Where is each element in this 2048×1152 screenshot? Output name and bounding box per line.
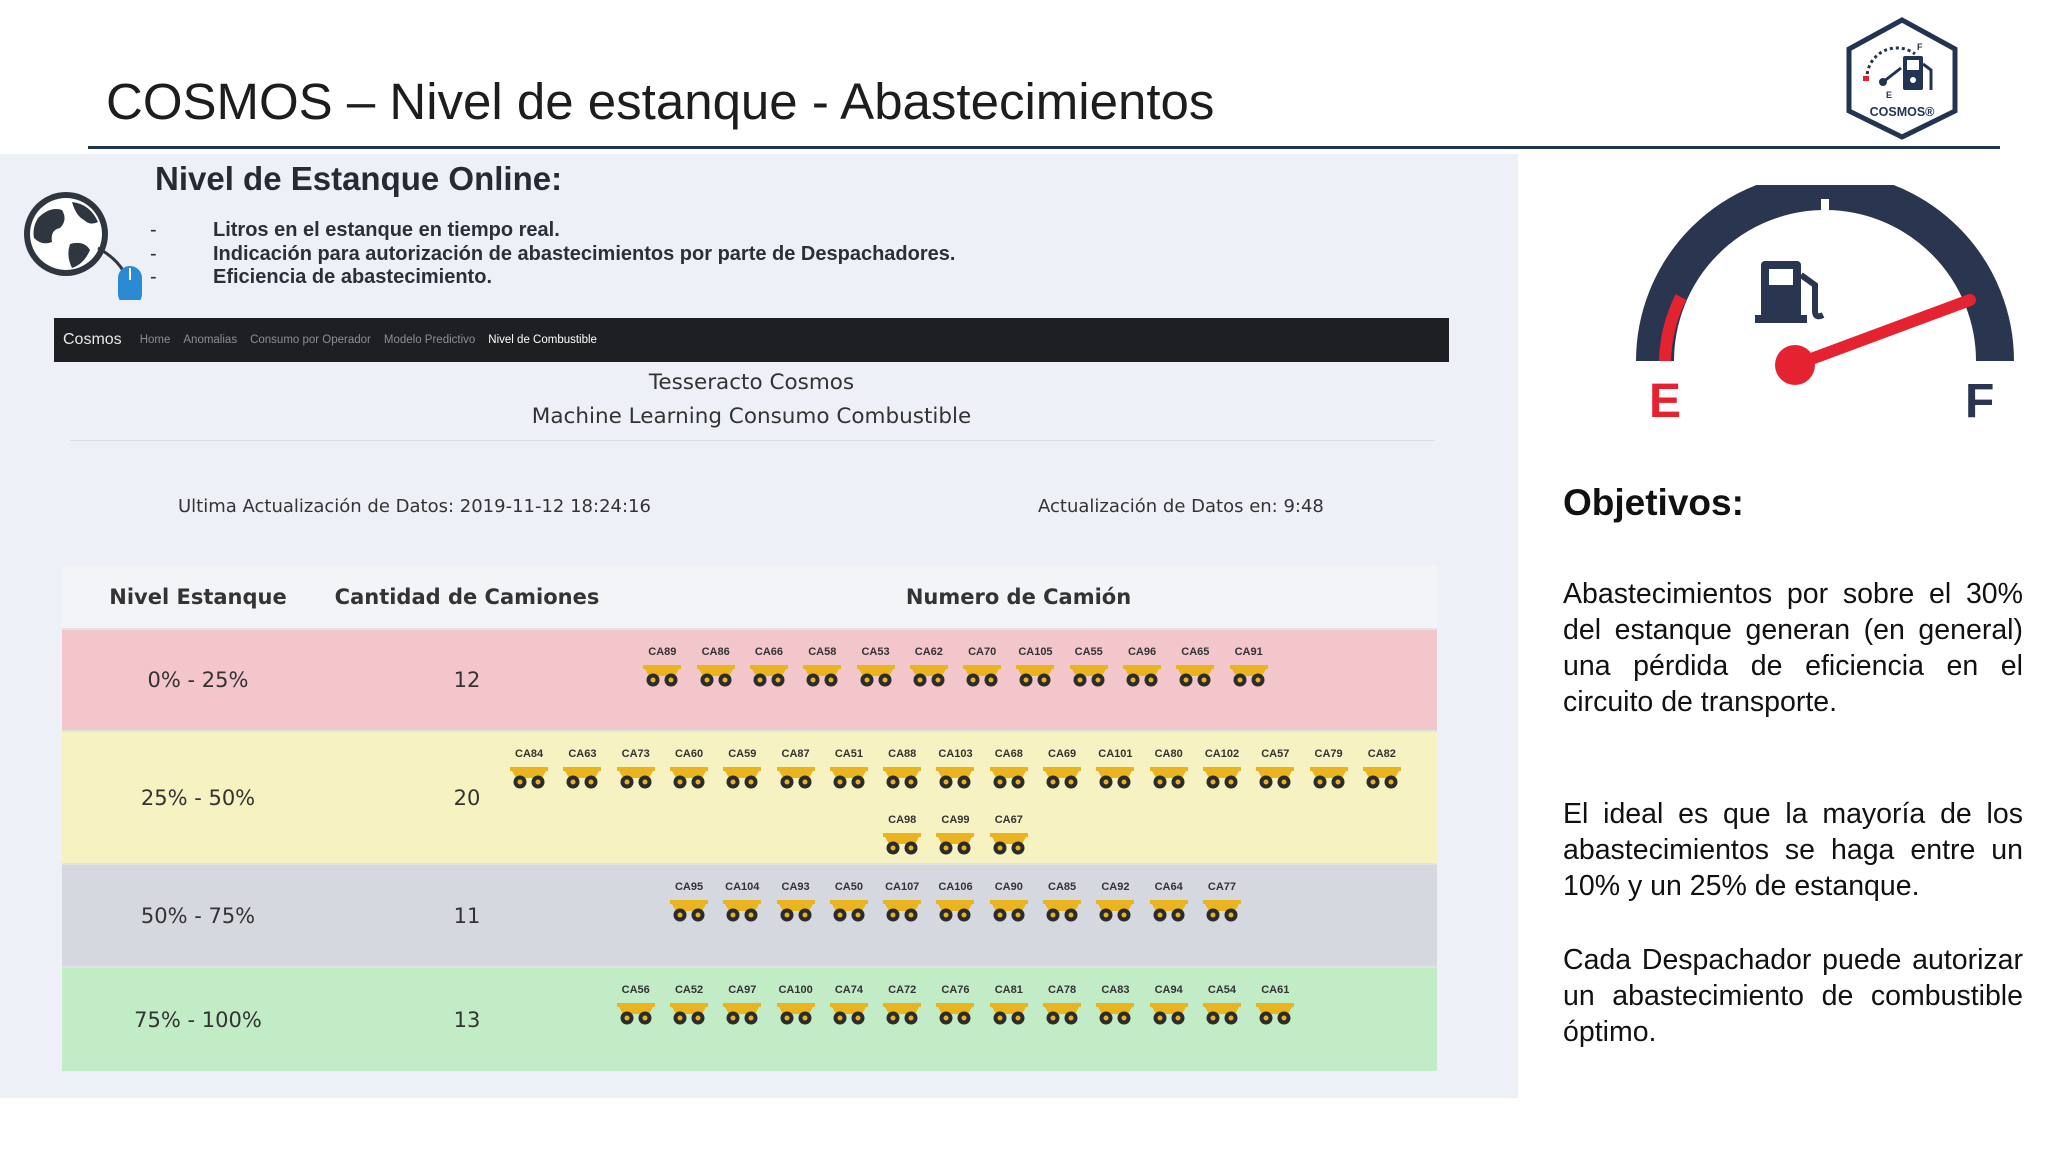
app-navbar: [54, 318, 1449, 362]
logo-text: COSMOS®: [1869, 105, 1935, 119]
truck-icon: [988, 764, 1030, 795]
truck-id: CA52: [674, 984, 704, 996]
truck-icon: [1094, 764, 1136, 795]
truck-icon: [615, 1000, 657, 1031]
truck-item: [1195, 968, 1248, 1034]
truck-item: [662, 732, 715, 798]
truck-icon: [668, 1000, 710, 1031]
bullet-item: - Litros en el estanque en tiempo real.: [150, 219, 560, 241]
online-section-title: Nivel de Estanque Online:: [155, 160, 563, 197]
truck-item: [502, 732, 555, 798]
header-divider: [70, 440, 1435, 441]
level-cell: 0% - 25%: [147, 668, 249, 692]
truck-id: CA59: [728, 748, 757, 760]
truck-id: CA72: [888, 984, 917, 996]
truck-item: [556, 732, 609, 798]
truck-id: CA107: [885, 881, 920, 893]
truck-id: CA104: [725, 881, 760, 893]
truck-item: [609, 732, 662, 798]
nav-brand[interactable]: Cosmos: [63, 331, 122, 348]
truck-icon: [934, 897, 976, 928]
truck-icon: [881, 1000, 923, 1031]
truck-list: [478, 865, 1433, 931]
truck-icon: [934, 1000, 976, 1031]
truck-id: CA54: [1207, 984, 1237, 996]
truck-id: CA96: [1127, 646, 1157, 658]
truck-icon: [1201, 897, 1243, 928]
truck-item: [822, 968, 875, 1034]
truck-id: CA100: [778, 984, 813, 996]
truck-item: [1035, 732, 1088, 798]
truck-item: [769, 732, 822, 798]
truck-id: CA97: [728, 984, 757, 996]
truck-id: CA92: [1101, 881, 1130, 893]
truck-icon: [1041, 764, 1083, 795]
truck-item: [822, 865, 875, 931]
table-row: [62, 628, 1437, 730]
tank-level-table: [62, 566, 1437, 1071]
truck-id: CA105: [1018, 646, 1053, 658]
truck-icon: [1308, 764, 1350, 795]
table-row: [62, 730, 1437, 863]
truck-id: CA86: [701, 646, 730, 658]
truck-icon: [721, 897, 763, 928]
truck-item: [929, 732, 982, 798]
truck-id: CA61: [1261, 984, 1290, 996]
truck-id: CA62: [914, 646, 943, 658]
truck-item: [636, 630, 689, 696]
objective-paragraph: El ideal es que la mayoría de los abastecimientos se haga entre un 10% y un 25% de estanque.: [1563, 798, 2023, 902]
truck-icon: [1254, 1000, 1296, 1031]
truck-icon: [1121, 662, 1163, 693]
truck-item: [929, 968, 982, 1034]
truck-icon: [988, 1000, 1030, 1031]
truck-id: CA88: [888, 748, 917, 760]
truck-id: CA102: [1204, 748, 1240, 760]
truck-icon: [881, 897, 923, 928]
truck-item: [716, 732, 769, 798]
table-row: [62, 966, 1437, 1071]
truck-item: [929, 865, 982, 931]
bullet-item: - Eficiencia de abastecimiento.: [150, 266, 492, 288]
next-update-countdown: Actualización de Datos en: 9:48: [1038, 496, 1324, 517]
truck-id: CA83: [1101, 984, 1130, 996]
truck-icon: [855, 662, 897, 693]
truck-item: [1222, 630, 1275, 696]
truck-icon: [1014, 662, 1056, 693]
truck-item: [849, 630, 902, 696]
truck-item: [662, 865, 715, 931]
truck-id: CA63: [568, 748, 597, 760]
truck-icon: [934, 764, 976, 795]
truck-item: [1142, 865, 1195, 931]
globe-mouse-icon: [20, 188, 148, 300]
truck-icon: [1228, 662, 1270, 693]
truck-icon: [508, 764, 550, 795]
truck-item: [1195, 732, 1248, 798]
truck-item: [1089, 968, 1142, 1034]
truck-icon: [1201, 1000, 1243, 1031]
truck-id: CA67: [994, 814, 1023, 826]
truck-icon: [668, 897, 710, 928]
truck-id: CA57: [1261, 748, 1290, 760]
truck-id: CA56: [621, 984, 650, 996]
truck-icon: [775, 1000, 817, 1031]
truck-item: [982, 798, 1035, 864]
truck-icon: [1068, 662, 1110, 693]
truck-id: CA93: [781, 881, 810, 893]
gauge-empty-label: E: [1649, 375, 1682, 428]
truck-icon: [881, 764, 923, 795]
bullet-text: Eficiencia de abastecimiento.: [213, 266, 492, 288]
header-nivel-estanque: Nivel Estanque: [109, 584, 287, 609]
truck-icon: [934, 830, 976, 861]
truck-id: CA89: [648, 646, 677, 658]
truck-item: [1355, 732, 1408, 798]
truck-id: CA85: [1048, 881, 1077, 893]
truck-icon: [1094, 1000, 1136, 1031]
truck-id: CA103: [938, 748, 973, 760]
truck-item: [769, 968, 822, 1034]
truck-id: CA77: [1207, 881, 1237, 893]
truck-item: [1009, 630, 1062, 696]
truck-item: [1249, 968, 1302, 1034]
nav-link-consumo-operador[interactable]: Consumo por Operador: [250, 334, 371, 346]
truck-id: CA60: [674, 748, 704, 760]
title-divider: [88, 146, 2000, 149]
table-header: [62, 566, 1437, 628]
truck-id: CA99: [941, 814, 970, 826]
truck-item: [769, 865, 822, 931]
truck-id: CA50: [834, 881, 863, 893]
truck-icon: [1148, 1000, 1190, 1031]
truck-id: CA106: [938, 881, 973, 893]
truck-list: [478, 630, 1433, 696]
truck-id: CA82: [1367, 748, 1396, 760]
truck-icon: [775, 764, 817, 795]
header-numero-camion: Numero de Camión: [905, 584, 1132, 609]
truck-id: CA55: [1074, 646, 1103, 658]
fuel-gauge-icon: [1625, 185, 2025, 440]
truck-id: CA53: [861, 646, 890, 658]
truck-item: [742, 630, 795, 696]
truck-item: [1115, 630, 1168, 696]
truck-id: CA73: [621, 748, 650, 760]
truck-item: [1062, 630, 1115, 696]
logo-letter-f: F: [1917, 42, 1923, 52]
truck-id: CA98: [888, 814, 917, 826]
truck-id: CA95: [674, 881, 704, 893]
objective-paragraph: Abastecimientos por sobre el 30% del estanque generan (en general) una pérdida de eficiencia en el circuito de transporte.: [1563, 578, 2023, 718]
truck-icon: [988, 830, 1030, 861]
truck-icon: [721, 1000, 763, 1031]
truck-icon: [668, 764, 710, 795]
header-cantidad-camiones: Cantidad de Camiones: [334, 584, 600, 609]
level-cell: 25% - 50%: [140, 785, 256, 810]
app-title: Tesseracto Cosmos: [648, 370, 855, 395]
truck-id: CA91: [1234, 646, 1263, 658]
truck-item: [716, 865, 769, 931]
truck-item: [1142, 968, 1195, 1034]
truck-icon: [748, 662, 790, 693]
count-cell: 20: [453, 785, 481, 810]
truck-icon: [615, 764, 657, 795]
truck-list: [478, 968, 1433, 1034]
truck-item: [982, 732, 1035, 798]
truck-icon: [1148, 764, 1190, 795]
truck-item: [876, 732, 929, 798]
nav-link-modelo-predictivo[interactable]: Modelo Predictivo: [383, 334, 476, 346]
truck-icon: [908, 662, 950, 693]
truck-icon: [1254, 764, 1296, 795]
truck-id: CA90: [994, 881, 1023, 893]
truck-list: [478, 732, 1433, 864]
truck-id: CA65: [1181, 646, 1210, 658]
truck-icon: [828, 764, 870, 795]
truck-id: CA78: [1048, 984, 1077, 996]
truck-id: CA101: [1098, 748, 1133, 760]
truck-id: CA68: [994, 748, 1023, 760]
truck-item: [1249, 732, 1302, 798]
truck-icon: [1201, 764, 1243, 795]
truck-icon: [828, 897, 870, 928]
truck-id: CA76: [941, 984, 970, 996]
truck-icon: [828, 1000, 870, 1031]
count-cell: 13: [453, 1007, 481, 1032]
truck-icon: [695, 662, 737, 693]
app-subtitle: Machine Learning Consumo Combustible: [531, 404, 972, 429]
truck-item: [1169, 630, 1222, 696]
truck-item: [662, 968, 715, 1034]
truck-id: CA69: [1048, 748, 1077, 760]
truck-id: CA74: [834, 984, 863, 996]
truck-item: [689, 630, 742, 696]
truck-icon: [775, 897, 817, 928]
count-cell: 11: [453, 903, 481, 928]
logo-letter-e: E: [1886, 90, 1893, 100]
truck-item: [876, 865, 929, 931]
truck-icon: [1361, 764, 1403, 795]
slide-title: COSMOS – Nivel de estanque - Abastecimientos: [106, 73, 1215, 130]
truck-id: CA70: [968, 646, 997, 658]
level-cell: 75% - 100%: [134, 1007, 262, 1032]
count-cell: 12: [453, 668, 481, 692]
truck-id: CA94: [1154, 984, 1183, 996]
truck-item: [902, 630, 955, 696]
bullet-text: Litros en el estanque en tiempo real.: [213, 219, 560, 241]
truck-icon: [721, 764, 763, 795]
truck-icon: [561, 764, 603, 795]
gauge-full-label: F: [1965, 375, 1995, 428]
nav-link-nivel-combustible[interactable]: Nivel de Combustible: [488, 334, 597, 346]
bullet-text: Indicación para autorización de abastecimientos por parte de Despachadores.: [213, 242, 956, 265]
truck-id: CA51: [834, 748, 863, 760]
online-bullets: [150, 219, 955, 290]
level-cell: 50% - 75%: [140, 903, 256, 928]
truck-item: [1035, 968, 1088, 1034]
truck-item: [876, 798, 929, 864]
truck-id: CA79: [1314, 748, 1343, 760]
truck-icon: [1174, 662, 1216, 693]
truck-item: [796, 630, 849, 696]
app-header: [54, 366, 1449, 434]
truck-item: [1089, 732, 1142, 798]
truck-id: CA64: [1154, 881, 1183, 893]
truck-item: [876, 968, 929, 1034]
truck-item: [929, 798, 982, 864]
truck-id: CA84: [515, 748, 544, 760]
truck-id: CA80: [1154, 748, 1183, 760]
truck-icon: [1041, 1000, 1083, 1031]
truck-item: [982, 865, 1035, 931]
truck-icon: [641, 662, 683, 693]
truck-id: CA87: [781, 748, 810, 760]
nav-link-home[interactable]: Home: [139, 334, 171, 346]
truck-item: [716, 968, 769, 1034]
truck-icon: [1094, 897, 1136, 928]
truck-item: [1302, 732, 1355, 798]
truck-icon: [961, 662, 1003, 693]
truck-item: [1089, 865, 1142, 931]
truck-id: CA58: [808, 646, 837, 658]
truck-icon: [988, 897, 1030, 928]
truck-item: [1195, 865, 1248, 931]
table-row: [62, 863, 1437, 966]
truck-icon: [801, 662, 843, 693]
truck-id: CA81: [994, 984, 1023, 996]
truck-icon: [1041, 897, 1083, 928]
truck-item: [1035, 865, 1088, 931]
cosmos-logo: [1843, 16, 1961, 140]
truck-item: [609, 968, 662, 1034]
bullet-item: - Indicación para autorización de abastecimientos por parte de Despachadores.: [150, 242, 956, 265]
truck-id: CA66: [754, 646, 784, 658]
truck-item: [982, 968, 1035, 1034]
nav-link-anomalias[interactable]: Anomalias: [183, 334, 238, 346]
truck-item: [822, 732, 875, 798]
last-update-text: Ultima Actualización de Datos: 2019-11-12 18:24:16: [178, 496, 651, 517]
truck-icon: [1148, 897, 1190, 928]
objective-paragraph: Cada Despachador puede autorizar un abastecimiento de combustible óptimo.: [1563, 944, 2023, 1048]
truck-icon: [881, 830, 923, 861]
objectives-title: Objetivos:: [1563, 482, 1744, 523]
truck-item: [956, 630, 1009, 696]
truck-item: [1142, 732, 1195, 798]
